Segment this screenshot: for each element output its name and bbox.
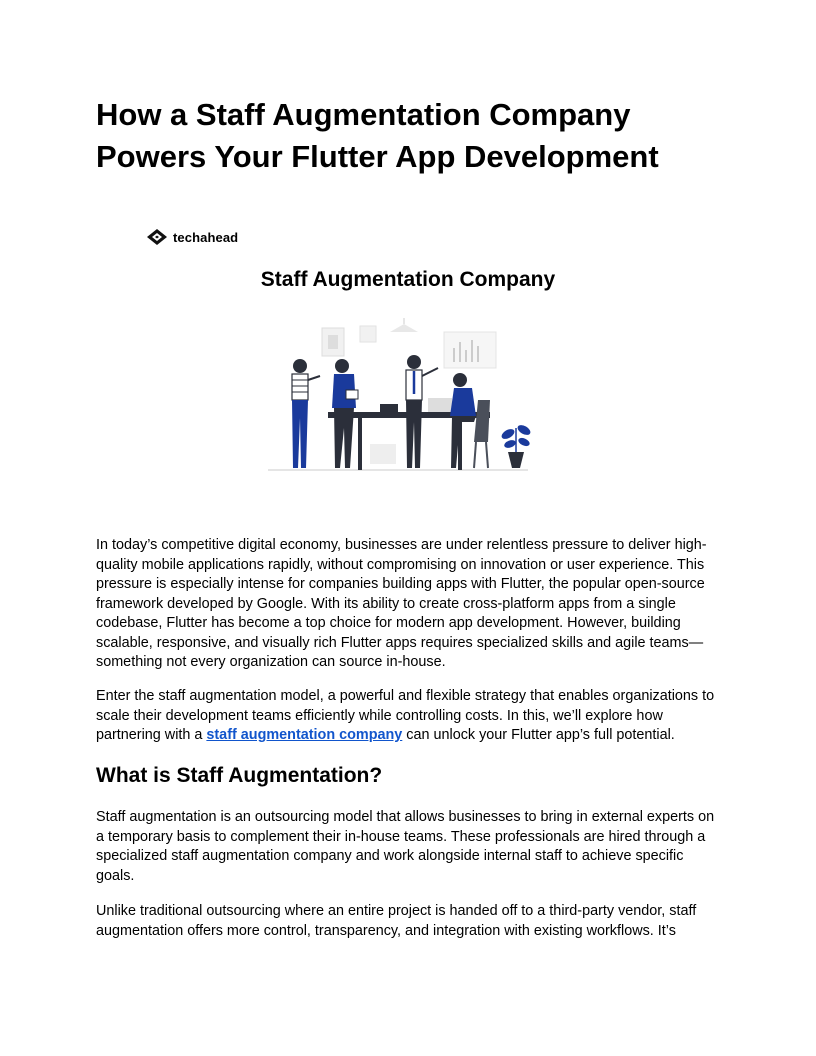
comparison-paragraph: Unlike traditional outsourcing where an entire project is handed off to a third-party vendor, staff augmentation offers more control, transparency, and integration with existing workflows. It’s (96, 903, 697, 939)
intro-paragraph: In today’s competitive digital economy, businesses are under relentless pressure to deliver high-quality mobile applications rapidly, without compromising on innovation or user experience. This pressure is especially intense for companies building apps with Flutter, the popular open-source framework developed by Google. With its ability to create cross-platform apps from a single codebase, Flutter has become a top choice for modern app development. However, building scalable, responsive, and visually rich Flutter apps requires specialized skills and agile teams—something not every organization can source in-house. (96, 537, 707, 670)
paragraph-text-before-link: Enter the staff augmentation model, a powerful and flexible strategy that enables organizations to scale their development teams efficiently while controlling costs. In this, we’ll explore how partnering with a (96, 688, 715, 743)
techahead-logo (146, 228, 238, 246)
team-illustration (262, 318, 562, 478)
figure-heading: Staff Augmentation Company (260, 268, 556, 291)
diamond-logo-icon (146, 228, 168, 246)
hero-image (136, 222, 680, 512)
definition-paragraph: Staff augmentation is an outsourcing model that allows businesses to bring in external experts on a temporary basis to complement their in-house teams. These professionals are hired through a specialized staff augmentation company and work alongside internal staff to achieve specific goals. (96, 809, 715, 884)
staff-augmentation-link[interactable]: staff augmentation company (206, 727, 403, 743)
section-heading: What is Staff Augmentation? (96, 764, 383, 787)
paragraph-text-after-link: can unlock your Flutter app’s full potential. (402, 727, 675, 743)
document-title: How a Staff Augmentation Company Powers Your Flutter App Development (96, 97, 659, 174)
logo-text: techahead (173, 229, 239, 245)
staff-augmentation-paragraph (96, 687, 724, 746)
